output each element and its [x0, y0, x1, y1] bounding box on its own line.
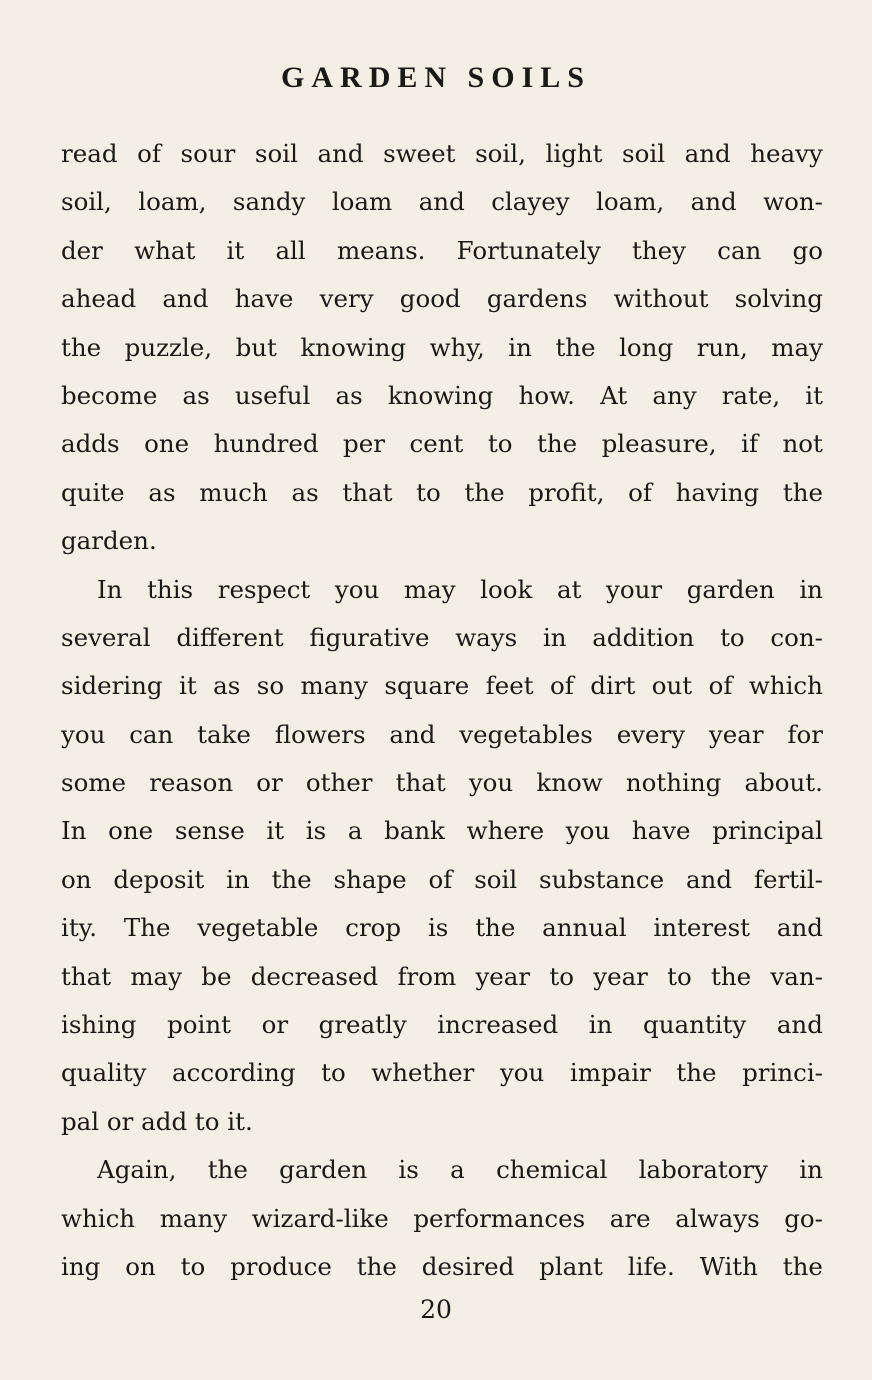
text-line: on deposit in the shape of soil substance and fertil- — [61, 864, 823, 894]
body-text — [61, 130, 823, 1291]
text-line: adds one hundred per cent to the pleasure, if not — [61, 429, 823, 459]
text-line: In one sense it is a bank where you have principal — [61, 816, 823, 846]
text-line: garden. — [61, 526, 157, 556]
paragraph — [61, 1146, 823, 1291]
text-line: ishing point or greatly increased in quantity and — [61, 1010, 823, 1040]
text-line: which many wizard-like performances are always go- — [61, 1203, 823, 1233]
text-line: pal or add to it. — [61, 1106, 253, 1136]
text-line: soil, loam, sandy loam and clayey loam, and won- — [61, 187, 823, 217]
text-line: become as useful as knowing how. At any rate, it — [61, 380, 823, 410]
running-head: GARDEN SOILS — [281, 61, 591, 94]
paragraph — [61, 566, 823, 1147]
text-line: quite as much as that to the profit, of having the — [61, 477, 823, 507]
text-line: that may be decreased from year to year to the van- — [61, 961, 823, 991]
paragraph — [61, 130, 823, 566]
text-line: read of sour soil and sweet soil, light soil and heavy — [61, 139, 823, 168]
text-line: you can take flowers and vegetables every year for — [61, 719, 823, 749]
text-line: ahead and have very good gardens without solving — [61, 284, 823, 314]
text-line: der what it all means. Fortunately they can go — [61, 235, 823, 265]
text-line: quality according to whether you impair the princi- — [61, 1058, 823, 1088]
text-line: In this respect you may look at your garden in — [97, 574, 823, 604]
text-line: sidering it as so many square feet of dirt out of which — [61, 671, 823, 701]
text-line: several different figurative ways in addition to con- — [61, 622, 823, 652]
text-line: ity. The vegetable crop is the annual interest and — [61, 913, 823, 943]
text-line: Again, the garden is a chemical laboratory in — [97, 1155, 823, 1185]
text-line: the puzzle, but knowing why, in the long run, may — [61, 332, 823, 362]
text-line: some reason or other that you know nothing about. — [61, 768, 823, 798]
page-number: 20 — [420, 1295, 452, 1324]
text-line: ing on to produce the desired plant life. With the — [61, 1251, 823, 1281]
